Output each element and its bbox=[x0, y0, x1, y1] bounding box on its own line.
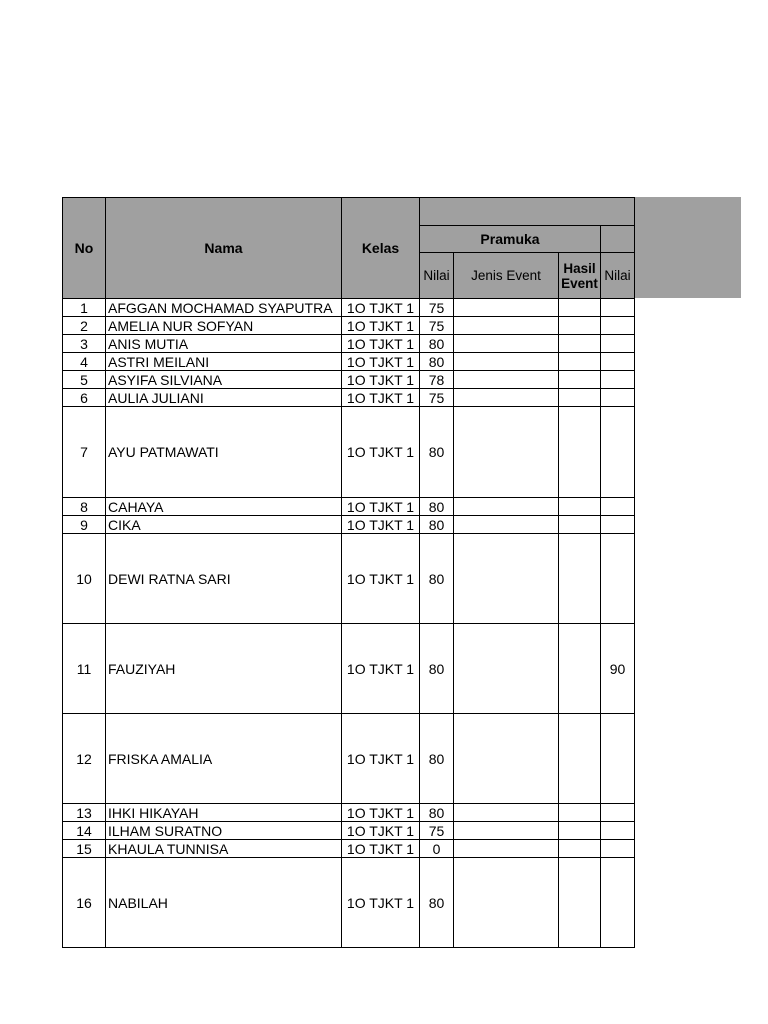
cell-no[interactable]: 13 bbox=[63, 804, 106, 822]
cell-nilai[interactable]: 75 bbox=[420, 299, 454, 317]
cell-no[interactable]: 12 bbox=[63, 714, 106, 804]
cell-no[interactable]: 7 bbox=[63, 407, 106, 498]
cell-nilai[interactable]: 0 bbox=[420, 840, 454, 858]
cell-no[interactable]: 8 bbox=[63, 498, 106, 516]
cell-kelas[interactable]: 1O TJKT 1 bbox=[342, 840, 420, 858]
cell-nilai2[interactable] bbox=[601, 299, 635, 317]
cell-hasil-event[interactable] bbox=[559, 407, 601, 498]
cell-kelas[interactable]: 1O TJKT 1 bbox=[342, 624, 420, 714]
table-row bbox=[63, 353, 635, 371]
cell-nama[interactable]: FRISKA AMALIA bbox=[106, 714, 342, 804]
header-nilai: Nilai bbox=[420, 253, 454, 299]
cell-jenis-event[interactable] bbox=[454, 804, 559, 822]
cell-kelas[interactable]: 1O TJKT 1 bbox=[342, 498, 420, 516]
table-row bbox=[63, 317, 635, 335]
table-row bbox=[63, 335, 635, 353]
cell-nama[interactable]: ASYIFA SILVIANA bbox=[106, 371, 342, 389]
cell-kelas[interactable]: 1O TJKT 1 bbox=[342, 714, 420, 804]
cell-nama[interactable]: CIKA bbox=[106, 516, 342, 534]
cell-nilai2[interactable] bbox=[601, 389, 635, 407]
cell-no[interactable]: 1 bbox=[63, 299, 106, 317]
header-group-top bbox=[420, 198, 635, 226]
cell-jenis-event[interactable] bbox=[454, 299, 559, 317]
cell-nilai2[interactable] bbox=[601, 804, 635, 822]
cell-hasil-event[interactable] bbox=[559, 534, 601, 624]
cell-nama[interactable]: ILHAM SURATNO bbox=[106, 822, 342, 840]
cell-nama[interactable]: CAHAYA bbox=[106, 498, 342, 516]
cell-nilai[interactable]: 80 bbox=[420, 858, 454, 948]
cell-nilai2[interactable] bbox=[601, 498, 635, 516]
cell-no[interactable]: 5 bbox=[63, 371, 106, 389]
cell-hasil-event[interactable] bbox=[559, 498, 601, 516]
cell-hasil-event[interactable] bbox=[559, 714, 601, 804]
cell-nilai[interactable]: 75 bbox=[420, 822, 454, 840]
cell-jenis-event[interactable] bbox=[454, 371, 559, 389]
cell-kelas[interactable]: 1O TJKT 1 bbox=[342, 407, 420, 498]
cell-jenis-event[interactable] bbox=[454, 822, 559, 840]
cell-kelas[interactable]: 1O TJKT 1 bbox=[342, 389, 420, 407]
cell-nilai2[interactable]: 90 bbox=[601, 624, 635, 714]
cell-hasil-event[interactable] bbox=[559, 317, 601, 335]
cell-jenis-event[interactable] bbox=[454, 407, 559, 498]
cell-nilai2[interactable] bbox=[601, 516, 635, 534]
cell-nama[interactable]: IHKI HIKAYAH bbox=[106, 804, 342, 822]
cell-jenis-event[interactable] bbox=[454, 840, 559, 858]
cell-kelas[interactable]: 1O TJKT 1 bbox=[342, 299, 420, 317]
header-blank bbox=[601, 226, 635, 253]
cell-nilai[interactable]: 80 bbox=[420, 714, 454, 804]
header-nilai-2: Nilai bbox=[601, 253, 635, 299]
cell-jenis-event[interactable] bbox=[454, 498, 559, 516]
cell-jenis-event[interactable] bbox=[454, 714, 559, 804]
cell-hasil-event[interactable] bbox=[559, 822, 601, 840]
cell-no[interactable]: 16 bbox=[63, 858, 106, 948]
cell-nilai[interactable]: 80 bbox=[420, 498, 454, 516]
cell-nilai2[interactable] bbox=[601, 714, 635, 804]
header-jenis-event: Jenis Event bbox=[454, 253, 559, 299]
header-hasil-event: Hasil Event bbox=[559, 253, 601, 299]
cell-hasil-event[interactable] bbox=[559, 299, 601, 317]
cell-jenis-event[interactable] bbox=[454, 353, 559, 371]
cell-nama[interactable]: AMELIA NUR SOFYAN bbox=[106, 317, 342, 335]
cell-nama[interactable]: AFGGAN MOCHAMAD SYAPUTRA bbox=[106, 299, 342, 317]
cell-kelas[interactable]: 1O TJKT 1 bbox=[342, 335, 420, 353]
table-header bbox=[63, 198, 635, 299]
cell-no[interactable]: 3 bbox=[63, 335, 106, 353]
cell-nilai[interactable]: 78 bbox=[420, 371, 454, 389]
cell-nama[interactable]: ANIS MUTIA bbox=[106, 335, 342, 353]
cell-nilai[interactable]: 75 bbox=[420, 317, 454, 335]
cell-hasil-event[interactable] bbox=[559, 624, 601, 714]
cell-jenis-event[interactable] bbox=[454, 516, 559, 534]
header-kelas: Kelas bbox=[342, 198, 420, 299]
cell-kelas[interactable]: 1O TJKT 1 bbox=[342, 371, 420, 389]
table-row bbox=[63, 498, 635, 516]
cell-kelas[interactable]: 1O TJKT 1 bbox=[342, 317, 420, 335]
table-row bbox=[63, 534, 635, 624]
cell-nilai2[interactable] bbox=[601, 858, 635, 948]
table-row bbox=[63, 624, 635, 714]
header-pramuka: Pramuka bbox=[420, 226, 601, 253]
table-body bbox=[63, 299, 635, 948]
cell-jenis-event[interactable] bbox=[454, 317, 559, 335]
cell-hasil-event[interactable] bbox=[559, 858, 601, 948]
cell-hasil-event[interactable] bbox=[559, 335, 601, 353]
cell-nama[interactable]: NABILAH bbox=[106, 858, 342, 948]
table-row bbox=[63, 516, 635, 534]
cell-nilai2[interactable] bbox=[601, 335, 635, 353]
cell-nilai[interactable]: 80 bbox=[420, 353, 454, 371]
cell-nama[interactable]: FAUZIYAH bbox=[106, 624, 342, 714]
cell-hasil-event[interactable] bbox=[559, 840, 601, 858]
cell-nilai2[interactable] bbox=[601, 353, 635, 371]
cell-jenis-event[interactable] bbox=[454, 858, 559, 948]
cell-nama[interactable]: DEWI RATNA SARI bbox=[106, 534, 342, 624]
cell-nilai[interactable]: 80 bbox=[420, 516, 454, 534]
cell-nilai[interactable]: 80 bbox=[420, 407, 454, 498]
cell-no[interactable]: 6 bbox=[63, 389, 106, 407]
table-row bbox=[63, 299, 635, 317]
cell-nilai[interactable]: 80 bbox=[420, 335, 454, 353]
cell-kelas[interactable]: 1O TJKT 1 bbox=[342, 516, 420, 534]
header-no: No bbox=[63, 198, 106, 299]
cell-kelas[interactable]: 1O TJKT 1 bbox=[342, 822, 420, 840]
cell-nama[interactable]: AYU PATMAWATI bbox=[106, 407, 342, 498]
cell-no[interactable]: 15 bbox=[63, 840, 106, 858]
cell-kelas[interactable]: 1O TJKT 1 bbox=[342, 534, 420, 624]
cell-nilai[interactable]: 80 bbox=[420, 624, 454, 714]
student-score-table bbox=[62, 197, 635, 948]
cell-hasil-event[interactable] bbox=[559, 804, 601, 822]
table-row bbox=[63, 840, 635, 858]
cell-nilai2[interactable] bbox=[601, 371, 635, 389]
cell-nilai2[interactable] bbox=[601, 840, 635, 858]
cell-no[interactable]: 11 bbox=[63, 624, 106, 714]
table-row bbox=[63, 714, 635, 804]
table-row bbox=[63, 371, 635, 389]
table-row bbox=[63, 804, 635, 822]
table-row bbox=[63, 822, 635, 840]
cell-hasil-event[interactable] bbox=[559, 516, 601, 534]
table-row bbox=[63, 407, 635, 498]
cell-jenis-event[interactable] bbox=[454, 624, 559, 714]
cell-no[interactable]: 14 bbox=[63, 822, 106, 840]
cell-no[interactable]: 10 bbox=[63, 534, 106, 624]
cell-nama[interactable]: KHAULA TUNNISA bbox=[106, 840, 342, 858]
cell-jenis-event[interactable] bbox=[454, 335, 559, 353]
cell-hasil-event[interactable] bbox=[559, 389, 601, 407]
cell-nama[interactable]: AULIA JULIANI bbox=[106, 389, 342, 407]
cell-kelas[interactable]: 1O TJKT 1 bbox=[342, 353, 420, 371]
cell-kelas[interactable]: 1O TJKT 1 bbox=[342, 804, 420, 822]
cell-nilai[interactable]: 80 bbox=[420, 804, 454, 822]
cell-no[interactable]: 2 bbox=[63, 317, 106, 335]
cell-no[interactable]: 9 bbox=[63, 516, 106, 534]
cell-nilai2[interactable] bbox=[601, 407, 635, 498]
table-row bbox=[63, 858, 635, 948]
cell-hasil-event[interactable] bbox=[559, 353, 601, 371]
table-row bbox=[63, 389, 635, 407]
cell-jenis-event[interactable] bbox=[454, 389, 559, 407]
cell-nilai2[interactable] bbox=[601, 317, 635, 335]
cell-kelas[interactable]: 1O TJKT 1 bbox=[342, 858, 420, 948]
cell-nilai2[interactable] bbox=[601, 822, 635, 840]
cell-nilai[interactable]: 80 bbox=[420, 534, 454, 624]
cell-no[interactable]: 4 bbox=[63, 353, 106, 371]
header-shade-extension bbox=[635, 197, 741, 298]
cell-nama[interactable]: ASTRI MEILANI bbox=[106, 353, 342, 371]
header-nama: Nama bbox=[106, 198, 342, 299]
cell-jenis-event[interactable] bbox=[454, 534, 559, 624]
cell-nilai[interactable]: 75 bbox=[420, 389, 454, 407]
cell-nilai2[interactable] bbox=[601, 534, 635, 624]
cell-hasil-event[interactable] bbox=[559, 371, 601, 389]
